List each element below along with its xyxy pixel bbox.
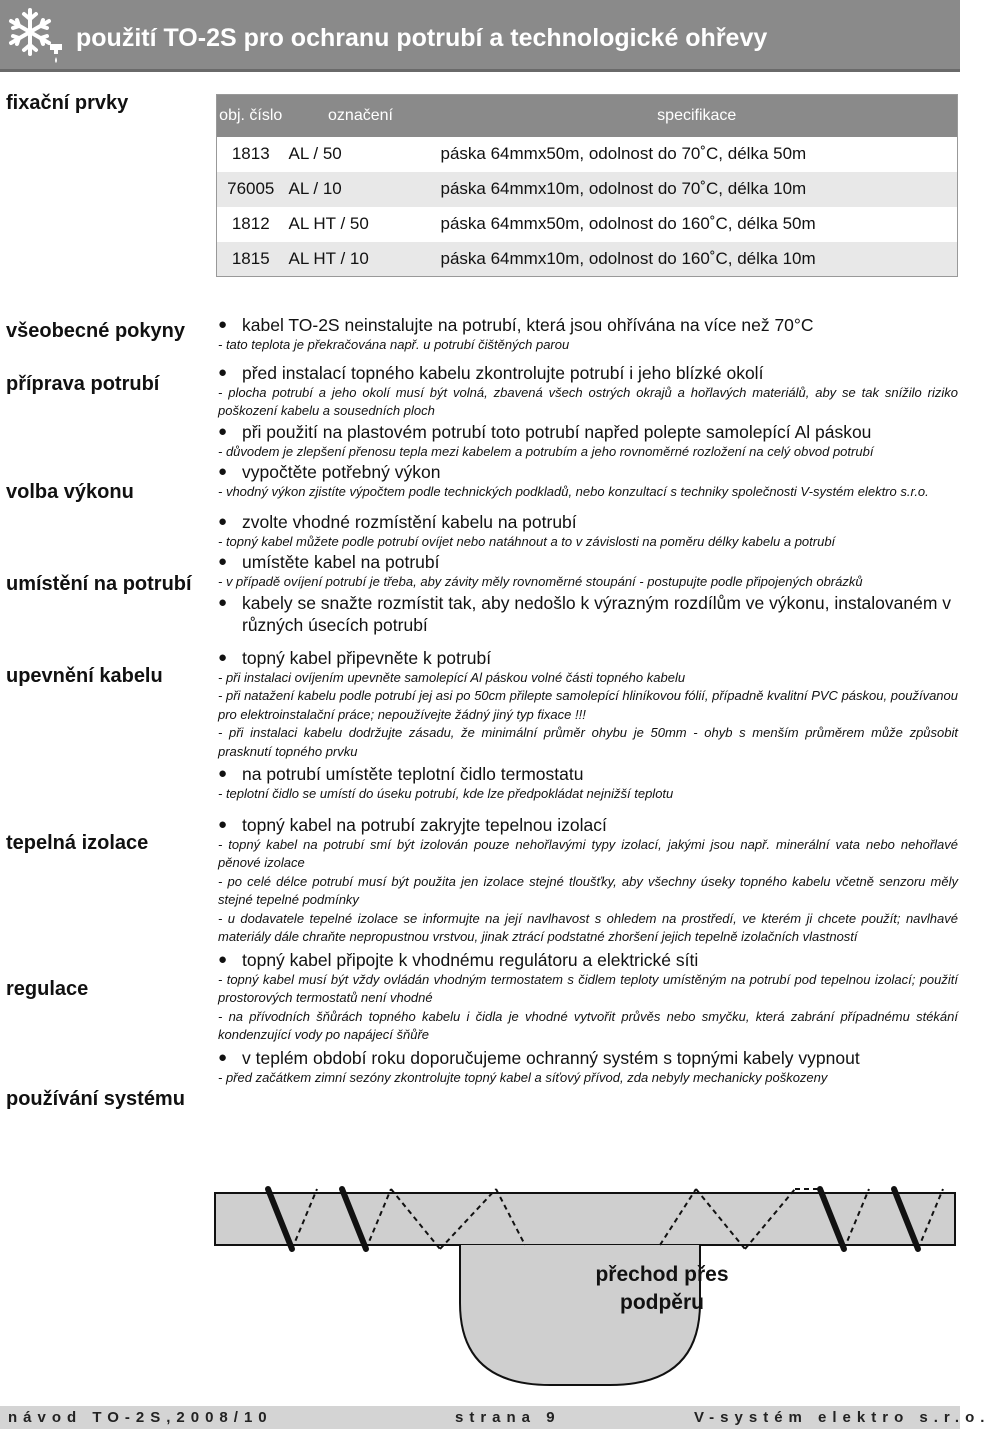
snowflake-faucet-icon: [4, 4, 68, 68]
bullet-icon: ●: [218, 363, 228, 381]
footer-company: V-systém elektro s.r.o.: [694, 1409, 990, 1426]
instruction-text: při použití na plastovém potrubí toto potrubí napřed polepte samolepící Al páskou: [242, 421, 872, 442]
bullet-icon: ●: [218, 648, 228, 666]
footer-document-name: návod TO-2S,2008/10: [8, 1409, 273, 1426]
instruction-text: v teplém období roku doporučujeme ochranný systém s topnými kabely vypnout: [242, 1047, 860, 1068]
instruction-item: [218, 763, 958, 804]
instruction-heading: [218, 647, 958, 669]
bullet-icon: ●: [218, 316, 228, 333]
instruction-text: na potrubí umístěte teplotní čidlo termostatu: [242, 764, 584, 784]
side-heading-fixacni-prvky: fixační prvky: [6, 92, 129, 114]
instruction-item: [218, 814, 958, 947]
fixation-table: [216, 94, 958, 277]
table-row: [217, 172, 958, 207]
instruction-note: - plocha potrubí a jeho okolí musí být volná, zbavená všech ostrých okrajů a hořlavých materiálů, aby se tak snížilo riziko poškození kabelu a sousedních ploch: [218, 384, 958, 418]
bullet-icon: ●: [218, 422, 228, 440]
instruction-note: - důvodem je zlepšení přenosu tepla mezi kabelem a potrubím a jeho rovnoměrné rozložení na celý obvod potrubí: [218, 443, 874, 459]
bullet-icon: ●: [218, 553, 228, 570]
bullet-icon: ●: [218, 765, 228, 782]
instruction-item: [218, 421, 958, 462]
side-heading-vseobecne-pokyny: všeobecné pokyny: [6, 320, 185, 342]
page-header: [0, 0, 960, 72]
pipe-support-diagram: [210, 1185, 960, 1385]
instructions-list: [218, 314, 958, 1087]
instruction-heading: [218, 461, 958, 483]
instruction-heading: [218, 421, 958, 443]
side-heading-volba-vykonu: volba výkonu: [6, 481, 134, 503]
instruction-item: [218, 647, 958, 762]
col-header-specifikace: specifikace: [437, 95, 958, 137]
instruction-heading: [218, 592, 958, 636]
instruction-note: - při natažení kabelu podle potrubí jej asi po 50cm přilepte samolepící hliníkovou fólií, případně kvalitní PVC páskou, používanou pro elektroinstalační práce; nepoužívejte žádný jiný typ fixace !!!: [218, 688, 958, 722]
table-row: [217, 207, 958, 242]
page-footer: [0, 1406, 990, 1429]
instruction-text: kabely se snažte rozmístit tak, aby nedošlo k výrazným rozdílům ve výkonu, instalovaném v různých úsecích potrubí: [242, 592, 952, 635]
instruction-item: [218, 551, 958, 592]
cell-obj-cislo: 1815: [217, 242, 285, 277]
instruction-item: [218, 1047, 958, 1088]
side-heading-regulace: regulace: [6, 978, 89, 1000]
table-row: [217, 137, 958, 172]
instruction-heading: [218, 362, 958, 384]
side-heading-upevneni-kabelu: upevnění kabelu: [6, 665, 163, 687]
instruction-note: - po celé délce potrubí musí být použita jen izolace stejné tloušťky, aby všechny úseky topného kabelu včetně senzoru měly stejné tepelné podmínky: [218, 873, 958, 907]
instruction-text: vypočtěte potřebný výkon: [242, 462, 441, 482]
instruction-note: - na přívodních šňůrách topného kabelu i čidla je vhodné vytvořit průvěs nebo smyčku, která zabrání případnému stékání kondenzující vody po napájecí šňůře: [218, 1008, 958, 1042]
bullet-icon: ●: [218, 593, 228, 611]
instruction-note: - tato teplota je překračována např. u potrubí čištěných parou: [218, 337, 570, 352]
side-heading-pouzivani-systemu: používání systému: [6, 1088, 185, 1110]
instruction-note: - topný kabel musí být vždy ovládán vhodným termostatem s čidlem teploty umístěným na potrubí pod tepelnou izolací; použití prostorových termostatů není vhodné: [218, 971, 958, 1005]
instruction-item: [218, 949, 958, 1045]
table-row: [217, 242, 958, 277]
instruction-item: [218, 511, 958, 552]
col-header-oznaceni: označení: [285, 95, 437, 137]
cell-specifikace: páska 64mmx50m, odolnost do 70˚C, délka 50m: [440, 144, 807, 163]
instruction-text: zvolte vhodné rozmístění kabelu na potrubí: [242, 511, 577, 532]
cell-obj-cislo: 1813: [231, 144, 270, 163]
side-heading-umisteni-na-potrubi: umístění na potrubí: [6, 573, 192, 595]
cell-oznaceni: AL / 10: [285, 172, 437, 207]
cell-oznaceni: AL HT / 10: [285, 242, 437, 277]
instruction-item: [218, 314, 958, 355]
side-heading-priprava-potrubi: příprava potrubí: [6, 373, 160, 395]
instruction-heading: [218, 1047, 958, 1069]
bullet-icon: ●: [218, 950, 228, 968]
side-heading-tepelna-izolace: tepelná izolace: [6, 832, 149, 854]
instruction-heading: [218, 551, 958, 573]
instruction-text: topný kabel na potrubí zakryjte tepelnou izolací: [242, 814, 607, 835]
instruction-text: topný kabel připojte k vhodnému regulátoru a elektrické síti: [242, 949, 699, 970]
instruction-heading: [218, 314, 958, 336]
instruction-text: topný kabel připevněte k potrubí: [242, 647, 492, 668]
cell-oznaceni: AL / 50: [288, 144, 342, 163]
instruction-note: - při instalaci kabelu dodržujte zásadu, že minimální průměr ohybu je 50mm - ohyb s menším průměrem může způsobit prasknutí topného prvku: [218, 725, 958, 759]
instruction-item: [218, 592, 958, 636]
instruction-note: - při instalaci ovíjením upevněte samolepící Al páskou volné části topného kabelu: [218, 669, 686, 685]
instruction-heading: [218, 814, 958, 836]
instruction-heading: [218, 949, 958, 971]
instruction-heading: [218, 511, 958, 533]
instruction-text: umístěte kabel na potrubí: [242, 552, 440, 572]
bullet-icon: ●: [218, 512, 228, 530]
instruction-item: [218, 461, 958, 502]
cell-obj-cislo: 1812: [231, 214, 270, 233]
table-header-row: [217, 95, 958, 137]
footer-page-number: strana 9: [455, 1409, 561, 1426]
page-title: použití TO-2S pro ochranu potrubí a technologické ohřevy: [76, 24, 768, 52]
cell-obj-cislo: 76005: [217, 172, 285, 207]
instruction-note: - v případě ovíjení potrubí je třeba, aby závity měly rovnoměrné stoupání - postupujte podle připojených obrázků: [218, 574, 863, 589]
cell-oznaceni: AL HT / 50: [288, 214, 369, 233]
bullet-icon: ●: [218, 815, 228, 833]
col-header-obj-cislo: obj. číslo: [217, 95, 285, 137]
instruction-note: - před začátkem zimní sezóny zkontrolujte topný kabel a síťový přívod, zda nebyly mechanicky poškozeny: [218, 1069, 828, 1085]
instruction-note: - u dodavatele tepelné izolace se informujte na její navlhavost s ohledem na prostředí, ve kterém ji chcete použít; navlhavé materiály dále chraňte nepropustnou vrstvou, jinak ztrácí podstatné zhoršení jejich tepelně izolačních vlastností: [218, 910, 958, 944]
pipe: [215, 1193, 955, 1245]
bullet-icon: ●: [218, 1048, 228, 1066]
cell-specifikace: páska 64mmx50m, odolnost do 160˚C, délka 50m: [440, 214, 816, 233]
diagram-label-line2: podpěru: [620, 1291, 704, 1314]
instruction-note: - vhodný výkon zjistíte výpočtem podle technických podkladů, nebo konzultací s techniky společnosti V-systém elektro s.r.o.: [218, 484, 929, 499]
diagram-label-line1: přechod přes: [595, 1263, 729, 1286]
instruction-item: [218, 362, 958, 421]
instruction-text: kabel TO-2S neinstalujte na potrubí, která jsou ohřívána na více než 70°C: [242, 315, 814, 335]
bullet-icon: ●: [218, 463, 228, 480]
instruction-note: - topný kabel na potrubí smí být izolován pouze nehořlavými typy izolací, jakými jsou např. minerální vata nebo nehořlavé pěnové izolace: [218, 836, 958, 870]
instruction-heading: [218, 763, 958, 785]
instruction-text: před instalací topného kabelu zkontrolujte potrubí i jeho blízké okolí: [242, 362, 764, 383]
instruction-note: - teplotní čidlo se umístí do úseku potrubí, kde lze předpokládat nejnižší teplotu: [218, 786, 674, 801]
instruction-note: - topný kabel můžete podle potrubí ovíjet nebo natáhnout a to v závislosti na poměru délky kabelu a potrubí: [218, 533, 836, 549]
cell-specifikace: páska 64mmx10m, odolnost do 70˚C, délka 10m: [437, 172, 958, 207]
cell-specifikace: páska 64mmx10m, odolnost do 160˚C, délka 10m: [437, 242, 958, 277]
